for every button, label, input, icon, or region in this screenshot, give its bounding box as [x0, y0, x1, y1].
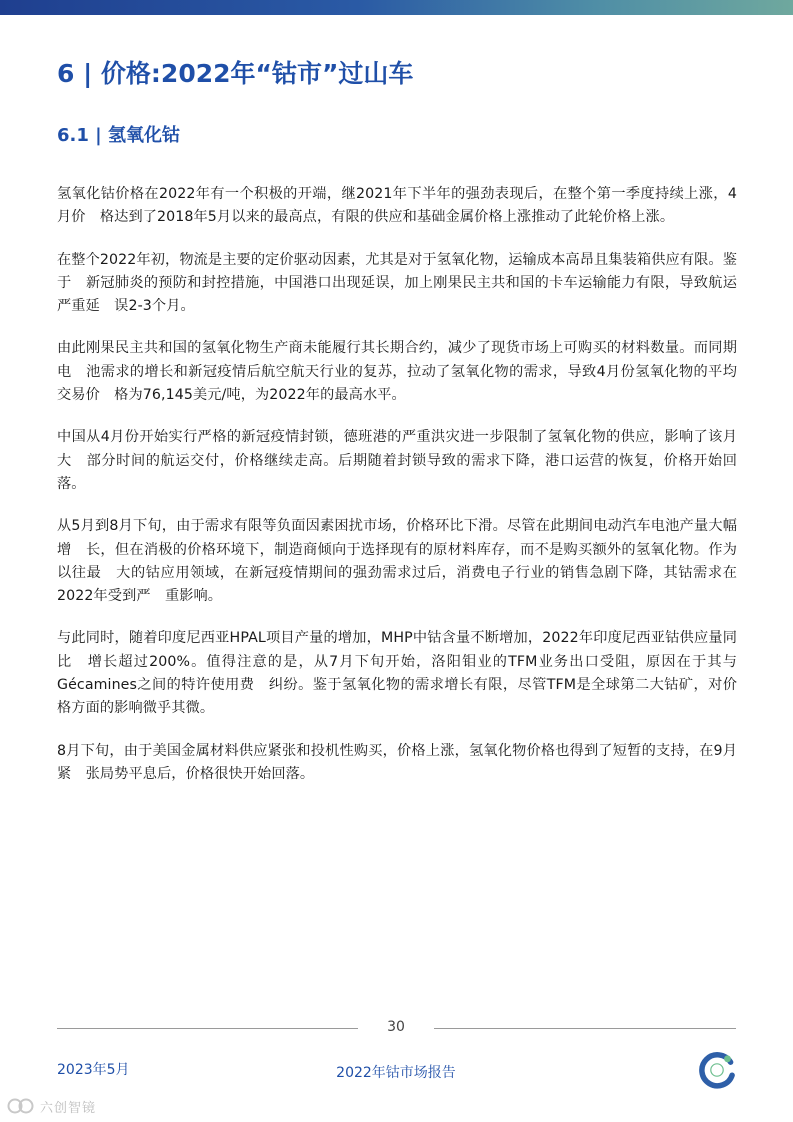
paragraph-7: 8月下旬，由于美国金属材料供应紧张和投机性购买，价格上涨，氢氧化物价格也得到了短暂的支持，在9月紧 张局势平息后，价格很快开始回落。	[57, 742, 737, 782]
paragraph-1: 氢氧化钴价格在2022年有一个积极的开端，继2021年下半年的强劲表现后，在整个第一季度持续上涨，4月价 格达到了2018年5月以来的最高点，有限的供应和基础金属价格上涨推动了此轮价格上涨。	[57, 186, 737, 226]
paragraph-2: 在整个2022年初，物流是主要的定价驱动因素，尤其是对于氢氧化物，运输成本高昂且集装箱供应有限。鉴于 新冠肺炎的预防和封控措施，中国港口出现延误，加上刚果民主共和国的卡车运输能力有限，导致航运严重延 误2-3个月。	[57, 251, 737, 315]
paragraph-5: 从5月到8月下旬，由于需求有限等负面因素困扰市场，价格环比下滑。尽管在此期间电动汽车电池产量大幅增 长，但在消极的价格环境下，制造商倾向于选择现有的原材料库存，而不是购买额外的氢氧化物。作为以往最 大的钴应用领域，在新冠疫情期间的强劲需求过后，消费电子行业的销售急剧下降，其钴需求在2022年受到严 重影响。	[57, 518, 737, 605]
footer-rule-right	[434, 1028, 736, 1029]
footer-report-title: 2022年钴市场报告	[336, 1065, 456, 1081]
cobalt-logo-icon	[698, 1051, 736, 1089]
paragraph-3: 由此刚果民主共和国的氢氧化物生产商未能履行其长期合约，减少了现货市场上可购买的材料数量。而同期电 池需求的增长和新冠疫情后航空航天行业的复苏，拉动了氢氧化物的需求，导致4月份氢氧化物的平均交易价 格为76,145美元/吨，为2022年的最高水平。	[57, 340, 737, 404]
watermark-text: 六创智镜	[40, 1100, 97, 1116]
logo-dot	[724, 1055, 731, 1062]
logo-center	[711, 1064, 723, 1076]
section-title: 6.1 | 氢氧化钴	[57, 125, 180, 146]
top-gradient-bar	[0, 0, 793, 15]
watermark-logo-icon	[6, 1096, 36, 1116]
body-text	[57, 183, 737, 805]
paragraph-6: 与此同时，随着印度尼西亚HPAL项目产量的增加，MHP中钴含量不断增加，2022年印度尼西亚钴供应量同比 增长超过200%。值得注意的是，从7月下旬开始，洛阳钼业的TFM业务出口受阻，原因在于其与Gécamines之间的特许使用费 纠纷。鉴于氢氧化物的需求增长有限，尽管TFM是全球第二大钴矿，对价格方面的影响微乎其微。	[57, 630, 737, 717]
page-number: 30	[387, 1019, 405, 1035]
page-title: 6 | 价格:2022年“钴市”过山车	[57, 59, 414, 88]
paragraph-4: 中国从4月份开始实行严格的新冠疫情封锁，德班港的严重洪灾进一步限制了氢氧化物的供应，影响了该月大 部分时间的航运交付，价格继续走高。后期随着封锁导致的需求下降，港口运营的恢复，价格开始回落。	[57, 429, 737, 492]
footer-date: 2023年5月	[57, 1062, 130, 1078]
watermark	[6, 1094, 96, 1118]
footer-rule-left	[57, 1028, 358, 1029]
